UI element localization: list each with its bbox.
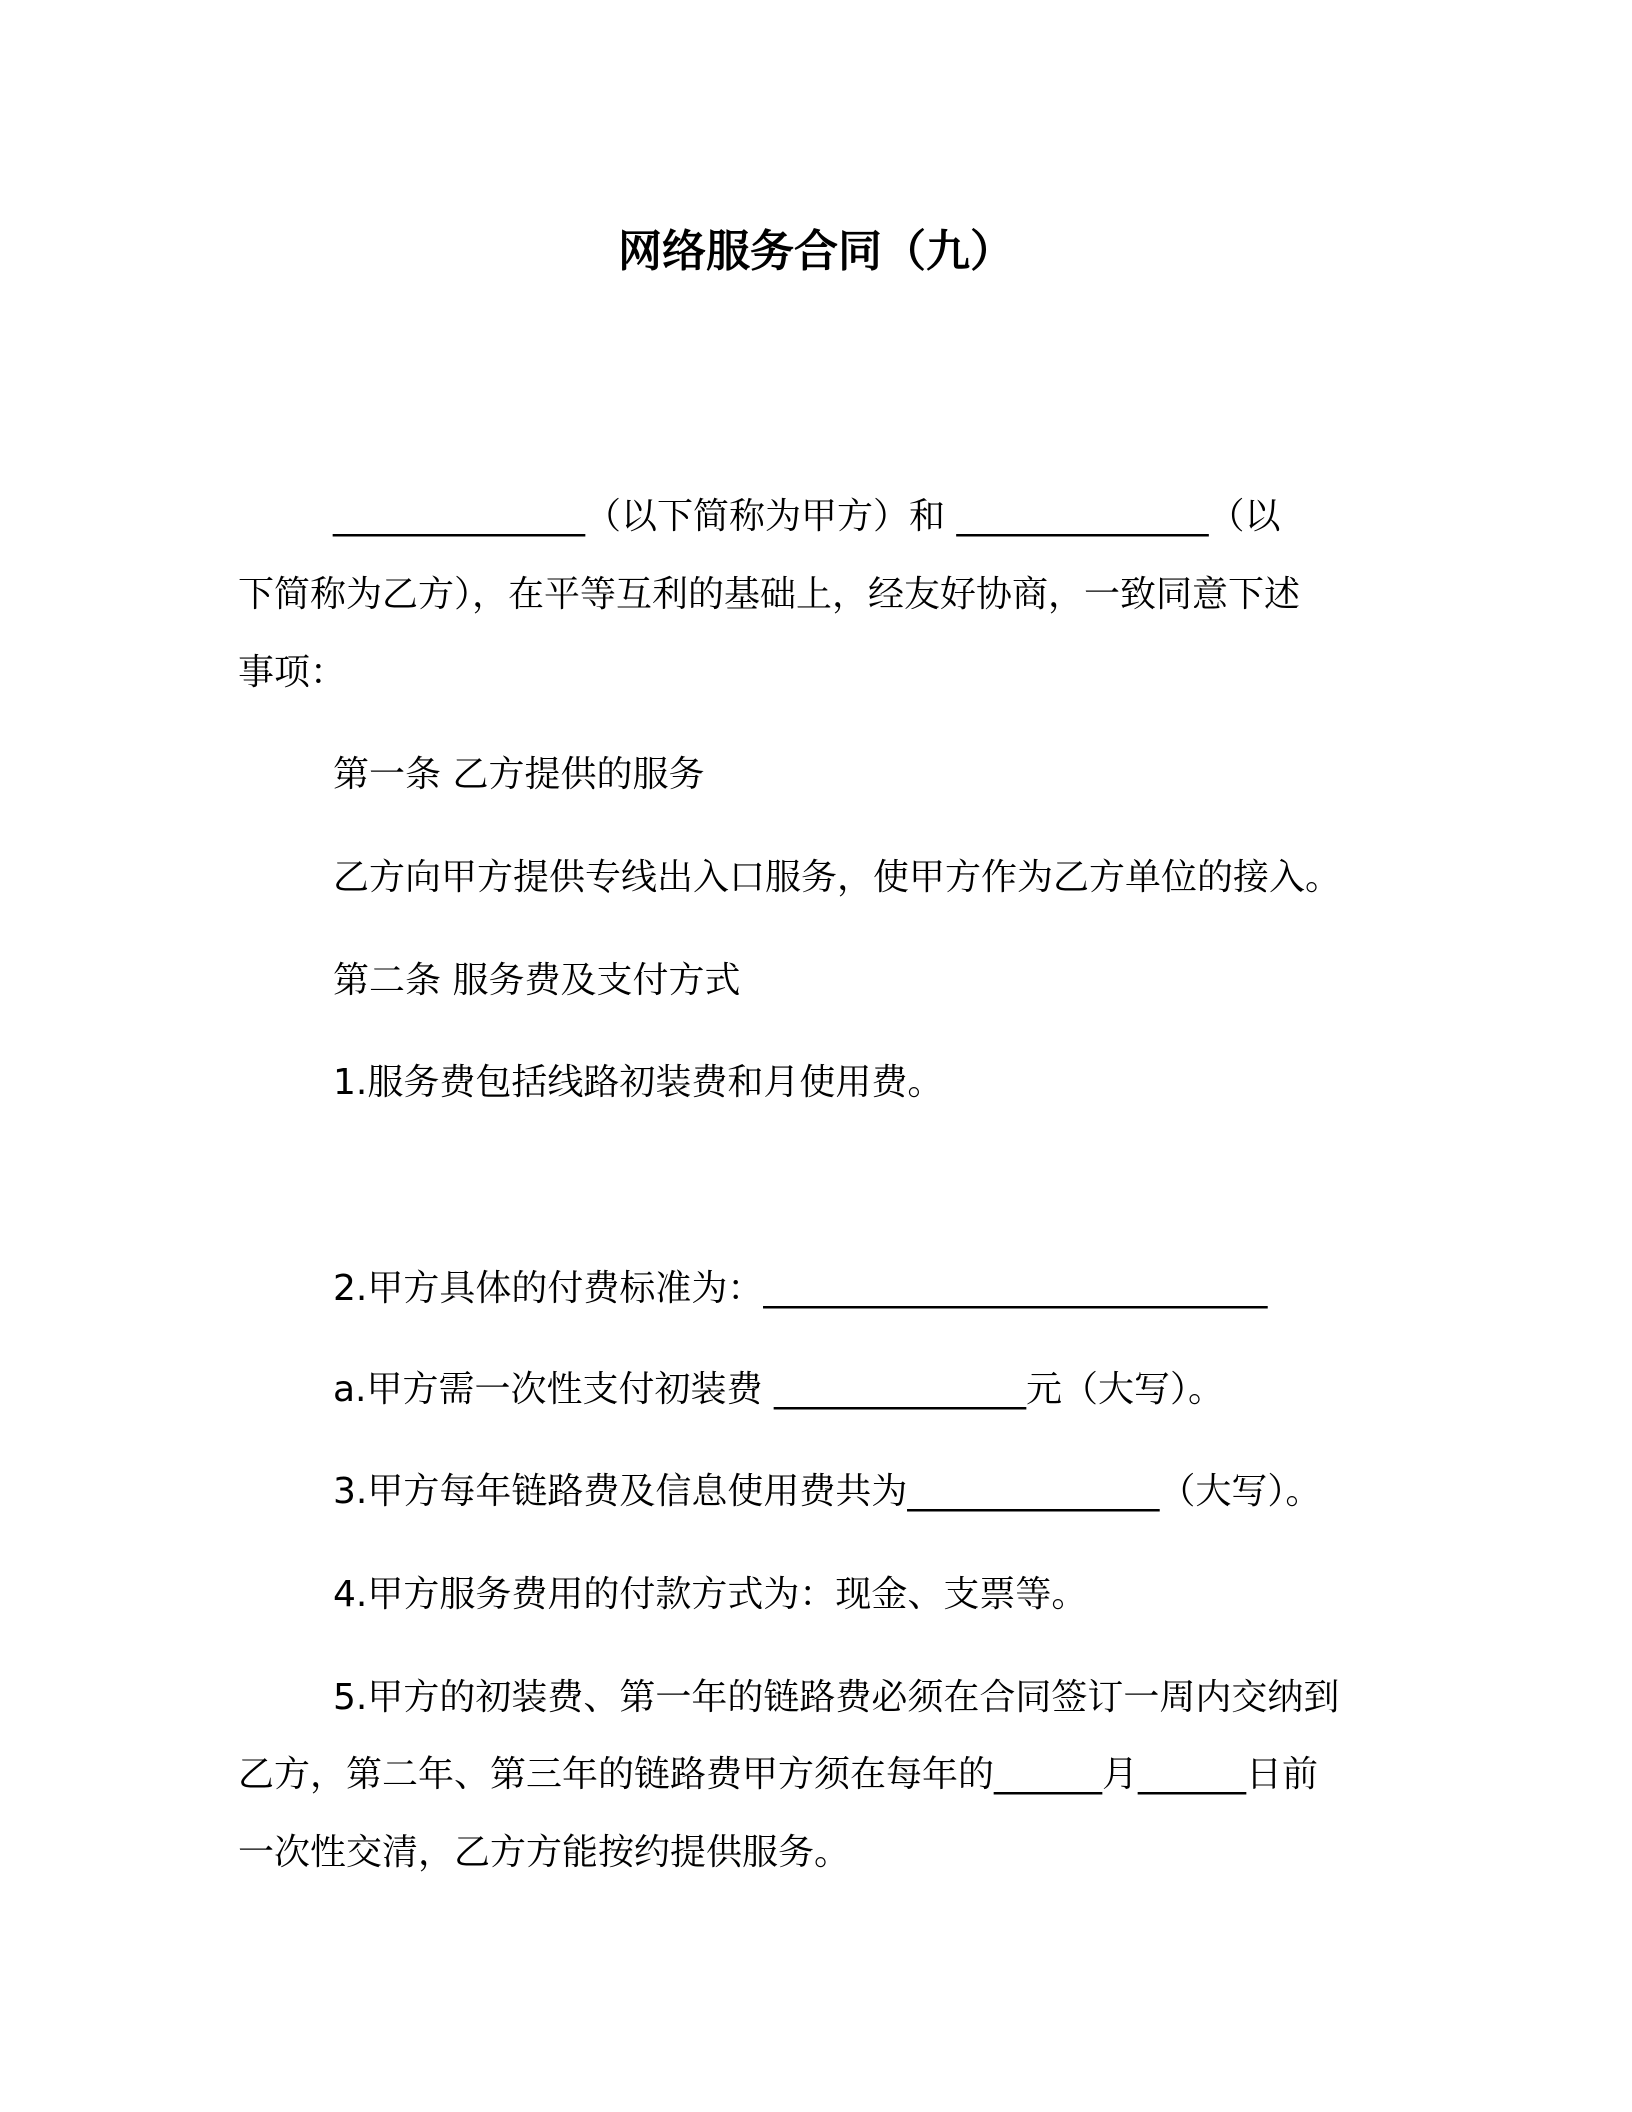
clause-3: 3.甲方每年链路费及信息使用费共为______________（大写）。	[333, 1471, 1322, 1512]
document-title: 网络服务合同（九）	[618, 226, 1014, 277]
clause-4: 4.甲方服务费用的付款方式为：现金、支票等。	[333, 1574, 1088, 1615]
article-2-heading: 第二条 服务费及支付方式	[333, 960, 741, 1001]
clause-5-line-3: 一次性交清，乙方方能按约提供服务。	[238, 1832, 851, 1873]
clause-5-line-1: 5.甲方的初装费、第一年的链路费必须在合同签订一周内交纳到	[333, 1677, 1340, 1718]
intro-line-2: 下简称为乙方），在平等互利的基础上，经友好协商，一致同意下述	[238, 574, 1301, 615]
clause-2a: a.甲方需一次性支付初装费 ______________元（大写）。	[333, 1369, 1224, 1410]
article-1-body: 乙方向甲方提供专线出入口服务，使甲方作为乙方单位的接入。	[333, 857, 1342, 898]
intro-line-3: 事项：	[238, 652, 347, 693]
clause-2: 2.甲方具体的付费标准为：____________________________	[333, 1268, 1268, 1309]
article-1-heading: 第一条 乙方提供的服务	[333, 754, 705, 795]
clause-1: 1.服务费包括线路初装费和月使用费。	[333, 1062, 944, 1103]
intro-line-1: ______________（以下简称为甲方）和 ______________（以	[333, 496, 1281, 537]
clause-5-line-2: 乙方，第二年、第三年的链路费甲方须在每年的______月______日前	[238, 1754, 1319, 1795]
